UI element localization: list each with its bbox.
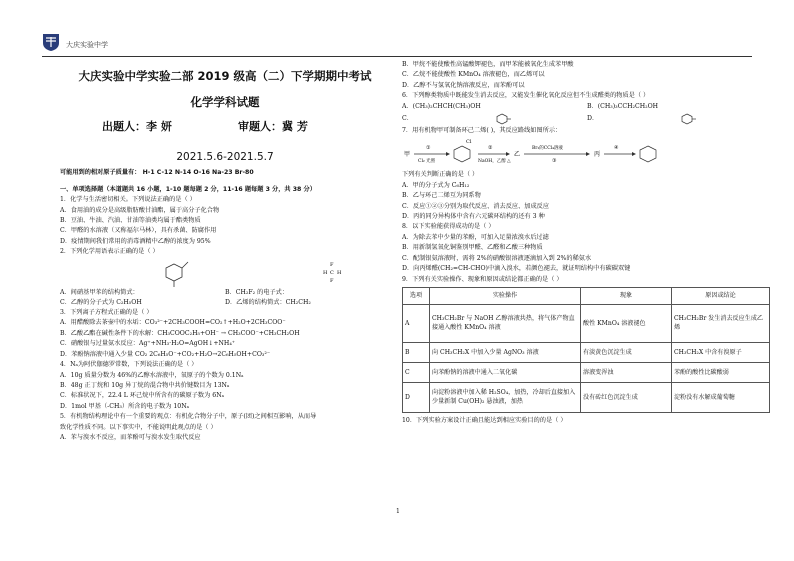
question-line: 1．化学与生活密切相关。下列说法正确的是（ ） — [60, 196, 196, 204]
cell: CH₃CH₂Br 发生消去反应生成乙烯 — [672, 304, 770, 342]
question-line: 下列有关判断正确的是（ ） — [402, 171, 479, 179]
table-row — [403, 304, 770, 342]
q2-option-d: D．乙烯的结构简式：CH₂CH₂ — [225, 298, 311, 306]
question-line: 7．用有机物甲可制备环己二烯( )，其反应路线如图所示： — [402, 127, 562, 135]
svg-text:③: ③ — [552, 158, 557, 165]
svg-text:④: ④ — [614, 145, 619, 152]
cell: 向苯酚钠的溶液中通入二氧化碳 — [430, 362, 581, 382]
svg-text:②: ② — [488, 145, 493, 152]
table-row — [403, 382, 770, 412]
cell: 向淀粉溶液中加入稀 H₂SO₄，加热，冷却后直接加入少量新制 Cu(OH)₂ 悬浊液，加热 — [430, 382, 581, 412]
table-header-row — [403, 287, 770, 304]
question-line: 10．下列实验方案设计正确且能达到相应实验目的的是（ ） — [402, 416, 567, 424]
cell: 向 CH₃CH₂X 中加入少量 AgNO₃ 溶液 — [430, 342, 581, 362]
question-line: C．甲醛的水溶液（又称福尔马林），具有杀菌、防腐作用 — [60, 227, 217, 235]
authors-line — [60, 122, 390, 140]
question-line: A．10g 质量分数为 46%的乙醇水溶液中，氧原子的个数为 0.1Nₐ — [60, 371, 244, 379]
benzyl-alcohol-structure-icon — [495, 113, 525, 125]
school-logo-icon — [42, 32, 60, 52]
col-header: 选项 — [403, 287, 430, 304]
exam-title: 大庆实验中学实验二部 2019 级高（二）下学期期中考试 — [78, 69, 372, 83]
author-setter: 出题人：李 妍 — [102, 120, 172, 133]
question-line: 8．以下实验能获得成功的是（ ） — [402, 223, 495, 231]
q9-table — [402, 287, 770, 413]
question-line: A．用醋酸除去茶壶中的水垢：CO₃²⁻+2CH₃COOH=CO₂↑+H₂O+2CH₃COO⁻ — [60, 319, 286, 327]
q2-structures — [60, 258, 390, 298]
cell: A — [403, 304, 430, 342]
cell: 淀粉没有水解成葡萄糖 — [672, 382, 770, 412]
q2-option-b: B．CH₂F₂ 的电子式： — [225, 288, 289, 296]
svg-text:NaOH，乙醇 △: NaOH，乙醇 △ — [478, 159, 511, 165]
q6-option-b: B．(CH₃)₃CCH₂CH₂OH — [587, 102, 659, 110]
svg-text:Br₂的CCl₄溶液: Br₂的CCl₄溶液 — [532, 146, 563, 152]
svg-text:F: F — [330, 277, 334, 284]
question-line: B．豆油、牛油、汽油、甘油等油类均属于酯类物质 — [60, 217, 201, 225]
question-line: C．乙烷不能使酸性 KMnO₄ 溶液褪色，而乙烯可以 — [402, 71, 545, 79]
question-line: D．乙醇不与氢氧化钠溶液反应，而苯酚可以 — [402, 81, 525, 89]
col-header: 现象 — [581, 287, 672, 304]
page-header — [42, 28, 752, 57]
q2-option-a: A．间硝基甲苯的结构简式： — [60, 288, 139, 296]
right-column — [402, 60, 772, 426]
question-line: B．用新制氢氧化铜鉴别甲醛、乙醛和乙酸三种物质 — [402, 244, 543, 252]
school-name: 大庆实验中学 — [66, 41, 108, 49]
question-line: 9．下列有关实验操作、现象和原因或结论都正确的是（ ） — [402, 275, 563, 283]
question-line: A．为除去苯中少量的苯酚，可加入足量浓溴水后过滤 — [402, 233, 549, 241]
svg-text:F: F — [330, 261, 334, 268]
cell: 有淡黄色沉淀生成 — [581, 342, 672, 362]
question-line: A．甲的分子式为 C₆H₁₂ — [402, 181, 470, 189]
svg-text:C: C — [330, 269, 334, 276]
question-line: C．标准状况下，22.4 L 环己烷中所含有的碳原子数为 6Nₐ — [60, 392, 225, 400]
cell: CH₃CH₂X 中含有溴原子 — [672, 342, 770, 362]
table-row — [403, 362, 770, 382]
cell: 苯酚的酸性比碳酸弱 — [672, 362, 770, 382]
left-column — [60, 60, 390, 443]
author-reviewer: 审题人：冀 芳 — [238, 120, 308, 133]
question-line: 3．下列离子方程式正确的是（ ） — [60, 309, 153, 317]
svg-text:H: H — [323, 269, 328, 276]
svg-text:甲: 甲 — [404, 151, 411, 159]
q6-option-d: D． — [587, 114, 599, 122]
q6-option-a: A．(CH₃)₂CHCH(CH₃)OH — [402, 102, 481, 110]
page-number: 1 — [396, 508, 400, 515]
question-line: 5．有机物结构理论中有一个重要的观点：有机化合物分子中，原子(团)之间相互影响，从而导 — [60, 413, 317, 421]
question-line: B．48g 正丁烷和 10g 异丁烷的混合物中共价键数目为 13Nₐ — [60, 381, 230, 389]
question-line: B．乙酸乙酯在碱性条件下的水解：CH₃COOC₂H₅+OH⁻ → CH₃COO⁻+CH₃CH₂OH — [60, 329, 300, 337]
col-header: 原因或结论 — [672, 287, 770, 304]
question-line: C．反应①②③分别为取代反应、消去反应、加成反应 — [402, 202, 550, 210]
phenyl-alcohol-structure-icon — [680, 113, 710, 125]
question-line: D．苯酚钠溶液中通入少量 CO₂ 2C₆H₅O⁻+CO₂+H₂O→2C₆H₅OH+CO₃²⁻ — [60, 350, 271, 358]
question-line: B．甲烷不能使酸性高锰酸钾褪色，而甲苯能被氧化生成苯甲酸 — [402, 61, 574, 68]
question-line: A．食用油的成分是高级脂肪酸甘油酯，属于高分子化合物 — [60, 206, 220, 214]
atomic-masses: 可能用到的相对原子质量有： H-1 C-12 N-14 O-16 Na-23 Br-80 — [60, 169, 254, 177]
cell: CH₃CH₂Br 与 NaOH 乙醇溶液共热，将气体产物直接通入酸性 KMnO₄ 溶液 — [430, 304, 581, 342]
svg-text:①: ① — [426, 145, 431, 152]
svg-text:乙: 乙 — [514, 151, 521, 159]
question-line: A．苯与溴水不反应，而苯酚可与溴水发生取代反应 — [60, 433, 201, 441]
exam-date: 2021.5.6-2021.5.7 — [176, 151, 274, 163]
question-line: 致化学性质不同。以下事实中，不能说明此观点的是（ ） — [60, 423, 217, 431]
cell: 酸性 KMnO₄ 溶液褪色 — [581, 304, 672, 342]
question-line: D．疫情期间我们常用的消毒酒精中乙醇的浓度为 95% — [60, 237, 211, 245]
nitrotoluene-structure-icon — [162, 258, 192, 290]
question-line: D．向丙烯醛(CH₂=CH-CHO)中滴入溴水，若颜色褪去，就证明结构中有碳碳双键 — [402, 265, 631, 273]
svg-text:Cl: Cl — [466, 139, 472, 146]
question-line: 2．下列化学用语表示正确的是（ ） — [60, 248, 159, 256]
cell: 溶液变浑浊 — [581, 362, 672, 382]
svg-text:H: H — [337, 269, 342, 276]
cell: B — [403, 342, 430, 362]
svg-text:丙: 丙 — [594, 151, 601, 159]
cell: D — [403, 382, 430, 412]
question-line: 4．Nₐ为阿伏伽德罗常数，下列说法正确的是（ ） — [60, 361, 198, 369]
col-header: 实验操作 — [430, 287, 581, 304]
question-line: D．丙的同分异构体中含有六元碳环结构的还有 3 种 — [402, 213, 545, 221]
exam-subtitle: 化学学科试题 — [190, 95, 260, 109]
question-line: C．硝酸银与过量氨水反应：Ag⁺+NH₃·H₂O=AgOH↓+NH₄⁺ — [60, 340, 236, 348]
reaction-arrows-icon — [402, 136, 770, 170]
q6-option-c: C． — [402, 114, 413, 122]
q2-option-c: C．乙醇的分子式为 C₂H₅OH — [60, 298, 142, 306]
electron-formula-icon — [322, 260, 344, 284]
question-line: C．配制银氨溶液时，需将 2%的硝酸银溶液逐滴加入到 2%的稀氨水 — [402, 254, 592, 262]
reaction-scheme — [402, 136, 772, 170]
cell: 没有砖红色沉淀生成 — [581, 382, 672, 412]
svg-text:Cl₂ 光照: Cl₂ 光照 — [418, 159, 436, 165]
section-heading: 一、单项选择题（本道题共 16 小题，1-10 题每题 2 分，11-16 题每题 3 分，共 38 分） — [60, 185, 316, 193]
question-line: B．乙与环己二烯互为同系物 — [402, 192, 481, 200]
question-line: 6．下列醇类物质中既能发生消去反应，又能发生催化氧化反应但不生成醛类的物质是（ ） — [402, 92, 650, 100]
question-line: D．1mol 甲基（-CH₃）所含的电子数为 10Nₐ — [60, 402, 190, 410]
table-row — [403, 342, 770, 362]
cell: C — [403, 362, 430, 382]
